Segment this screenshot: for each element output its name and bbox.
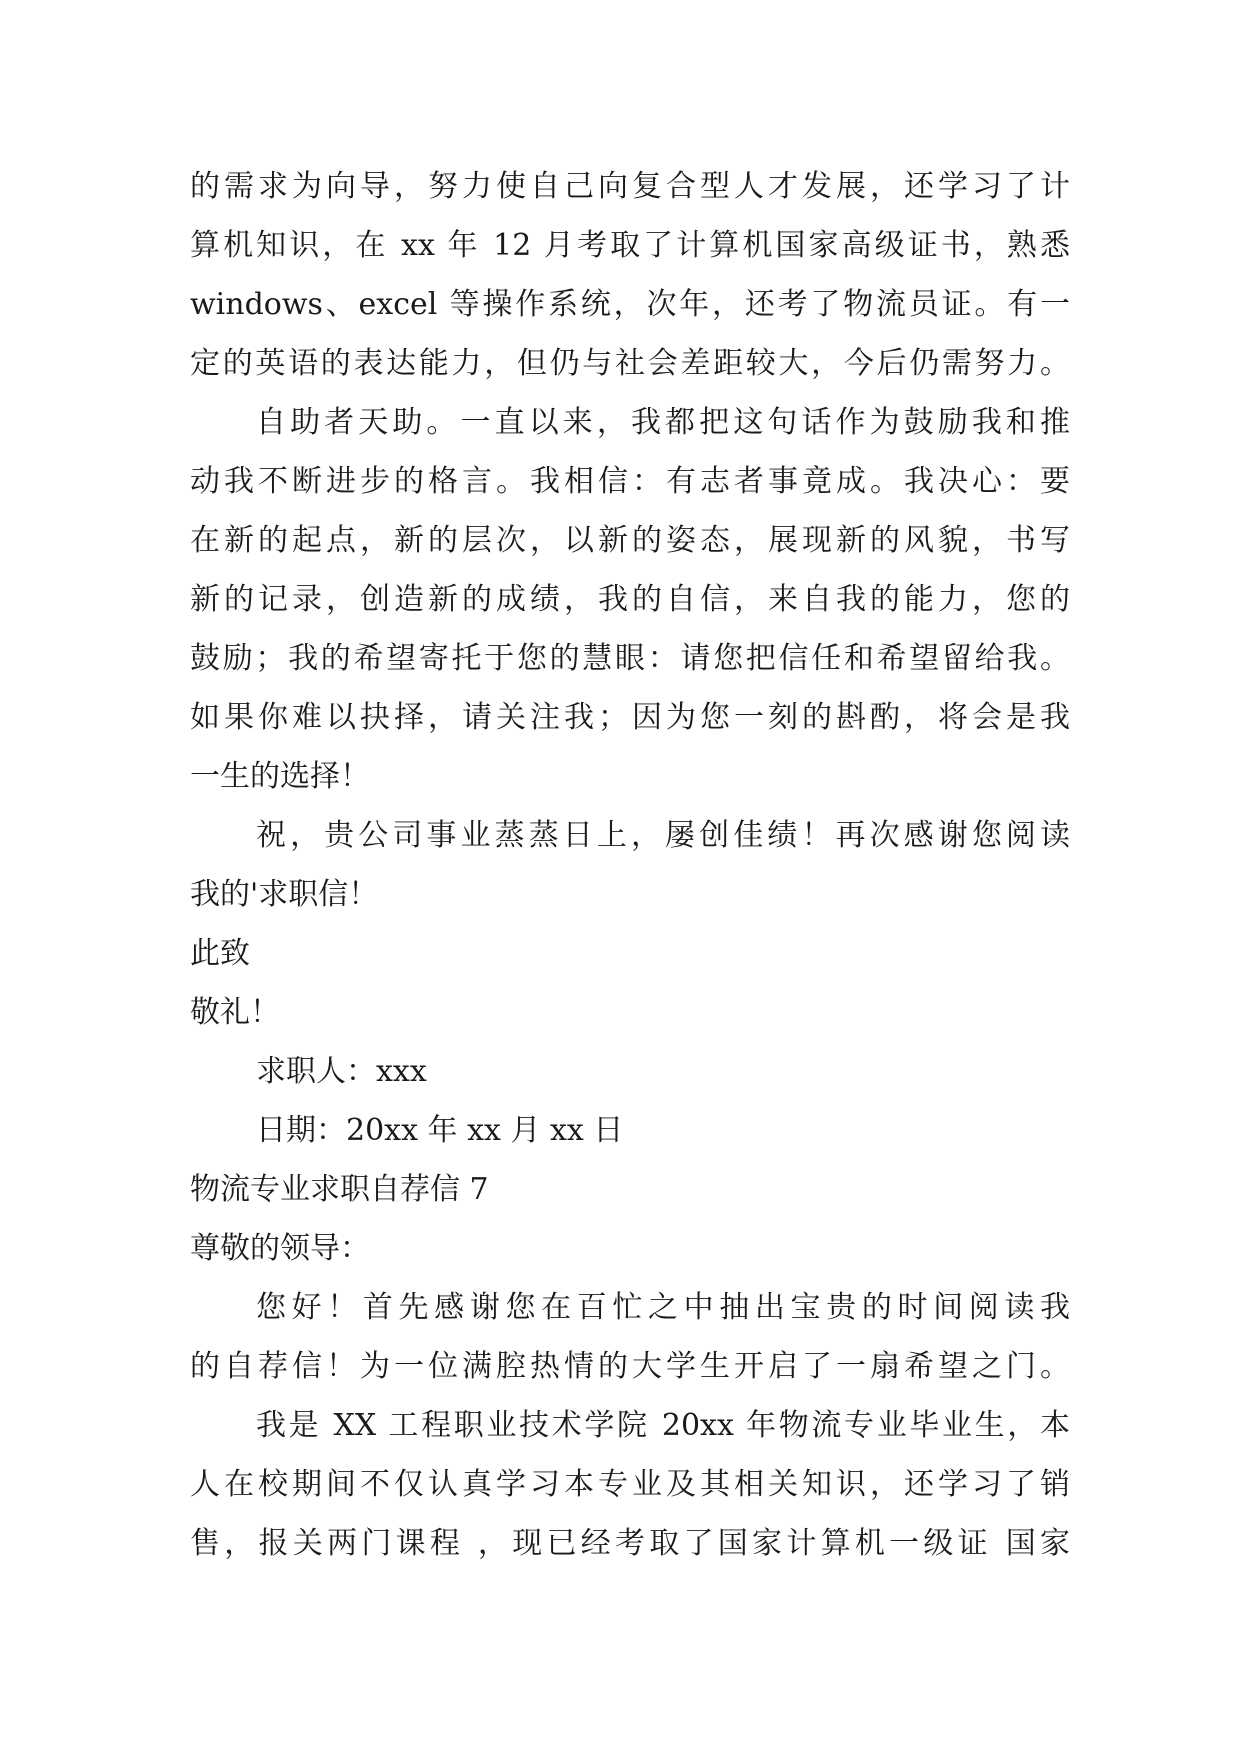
- text-line: 人在校期间不仅认真学习本专业及其相关知识，还学习了销: [190, 1467, 1070, 1502]
- text-line: 物流专业求职自荐信 7: [190, 1172, 489, 1207]
- text-line: 我的'求职信！: [190, 877, 379, 912]
- text-line: 定的英语的表达能力，但仍与社会差距较大，今后仍需努力。: [190, 346, 1070, 381]
- text-line: 您好！首先感谢您在百忙之中抽出宝贵的时间阅读我: [256, 1290, 1070, 1325]
- text-line: 的需求为向导，努力使自己向复合型人才发展，还学习了计: [190, 169, 1070, 204]
- text-line: 鼓励；我的希望寄托于您的慧眼：请您把信任和希望留给我。: [190, 641, 1070, 676]
- text-line: 此致: [190, 936, 250, 971]
- text-line: 新的记录，创造新的成绩，我的自信，来自我的能力，您的: [190, 582, 1070, 617]
- text-line: 求职人：xxx: [256, 1054, 427, 1089]
- text-line: 售，报关两门课程 ，现已经考取了国家计算机一级证 国家: [190, 1526, 1070, 1561]
- document-body: [190, 157, 1070, 1573]
- text-line: windows、excel 等操作系统，次年，还考了物流员证。有一: [190, 287, 1070, 322]
- text-line: 一生的选择！: [190, 759, 370, 794]
- text-line: 我是 XX 工程职业技术学院 20xx 年物流专业毕业生，本: [256, 1408, 1070, 1443]
- text-line: 尊敬的领导：: [190, 1231, 370, 1266]
- text-line: 如果你难以抉择，请关注我；因为您一刻的斟酌，将会是我: [190, 700, 1070, 735]
- text-line: 敬礼！: [190, 995, 280, 1030]
- text-line: 在新的起点，新的层次，以新的姿态，展现新的风貌，书写: [190, 523, 1070, 558]
- text-line: 算机知识，在 xx 年 12 月考取了计算机国家高级证书，熟悉: [190, 228, 1070, 263]
- text-line: 动我不断进步的格言。我相信：有志者事竟成。我决心：要: [190, 464, 1070, 499]
- text-line: 日期：20xx 年 xx 月 xx 日: [256, 1113, 624, 1148]
- text-line: 祝，贵公司事业蒸蒸日上，屡创佳绩！再次感谢您阅读: [256, 818, 1070, 853]
- text-line: 的自荐信！为一位满腔热情的大学生开启了一扇希望之门。: [190, 1349, 1070, 1384]
- text-line: 自助者天助。一直以来，我都把这句话作为鼓励我和推: [256, 405, 1070, 440]
